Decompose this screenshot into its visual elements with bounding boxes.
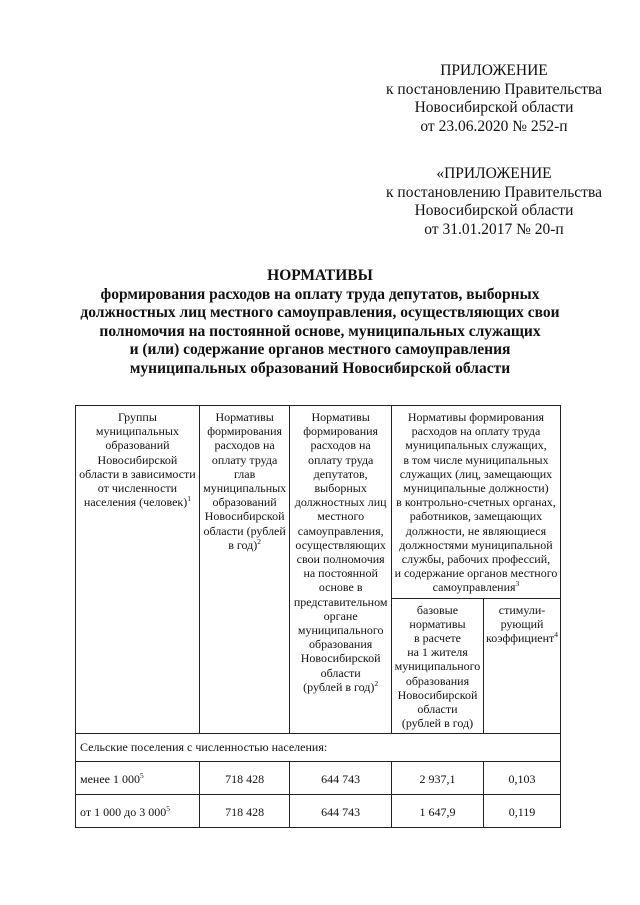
footnote-marker: 2 — [257, 536, 262, 546]
header-line: осуществляющих — [295, 537, 386, 552]
header-line: области (рублей — [203, 523, 286, 538]
header-line: населения (человек)$^1$ — [83, 494, 191, 510]
header-line: рующий — [500, 616, 544, 631]
header-incentive-coefficient — [484, 598, 561, 734]
header-line: в том числе муниципальных — [403, 452, 549, 467]
appendix-date: от 23.06.2020 № 252-п — [420, 117, 568, 135]
appendix-line: к постановлению Правительства — [386, 183, 602, 201]
header-line: формирования — [207, 424, 283, 439]
header-line: образования — [309, 637, 373, 652]
cell-deputies-norm: 644 743 — [290, 761, 392, 794]
header-line: глав — [233, 466, 256, 481]
footnote-marker: 1 — [187, 494, 191, 504]
header-line: (рублей в год) — [401, 716, 474, 731]
header-line: муниципальных — [95, 424, 179, 439]
header-line: стимули- — [498, 602, 546, 617]
header-line: свои полномочия — [296, 552, 385, 567]
header-line: нормативы — [409, 616, 466, 631]
header-line: служащих (лиц, замещающих — [399, 466, 553, 481]
header-line: расходов на — [310, 438, 371, 453]
header-line: должностных лиц — [294, 495, 387, 510]
cell-coefficient: 0,103 — [484, 761, 561, 794]
header-line: Новосибирской — [397, 687, 478, 702]
footnote-marker: 3 — [515, 579, 520, 589]
header-line: расходов на оплату труда — [411, 424, 541, 439]
header-base-norms — [391, 598, 483, 734]
header-line: от численности — [97, 481, 178, 496]
header-line: муниципальных служащих, — [405, 438, 547, 453]
header-line: органе — [323, 608, 358, 623]
header-line: Новосибирской — [300, 651, 381, 666]
footnote-marker: 4 — [554, 630, 558, 640]
cell-heads-norm: 718 428 — [199, 794, 290, 827]
appendix-line: Новосибирской области — [414, 202, 574, 219]
row-population-group: от 1 000 до 3 $000^5$ — [76, 794, 200, 827]
header-line: образований — [212, 495, 277, 510]
appendix-line: Новосибирской области — [414, 99, 574, 116]
header-line: депутатов, — [313, 466, 368, 481]
header-line: самоуправления$^3$ — [432, 579, 520, 595]
title-line: должностных лиц местного самоуправления, осуществляющих свои — [80, 304, 560, 321]
header-line: Новосибирской — [204, 509, 285, 524]
header-line: Нормативы формирования — [407, 410, 545, 424]
cell-base-norm: 1 647,9 — [391, 794, 483, 827]
header-line: муниципальных — [203, 481, 287, 496]
header-line: муниципального — [394, 659, 481, 674]
cell-base-norm: 2 937,1 — [391, 761, 483, 794]
header-line: в расчете — [413, 631, 461, 646]
header-line: в год)$^2$ — [228, 536, 262, 552]
header-line: выборных — [314, 481, 367, 496]
cell-coefficient: 0,119 — [484, 794, 561, 827]
header-population-group — [76, 406, 200, 734]
cell-deputies-norm: 644 743 — [290, 794, 392, 827]
title-line: полномочия на постоянной основе, муниципальных служащих — [99, 322, 541, 340]
header-line: расходов на — [214, 438, 275, 453]
cell-heads-norm: 718 428 — [199, 761, 290, 794]
header-municipal-staff-norms — [391, 406, 560, 599]
header-line: Нормативы — [215, 410, 274, 424]
header-line: службы, рабочих профессий, — [401, 552, 551, 567]
header-line: на 1 жителя — [407, 645, 468, 660]
table-row — [76, 794, 561, 827]
appendix-date: от 31.01.2017 № 20-п — [424, 220, 564, 238]
header-line: области — [417, 702, 458, 717]
header-line: базовые — [416, 602, 459, 617]
title-heading: НОРМАТИВЫ — [267, 267, 373, 284]
header-deputies-norms — [290, 406, 392, 734]
header-line: формирования — [303, 424, 379, 439]
header-line: образований — [105, 438, 170, 453]
header-line: оплату труда — [211, 452, 278, 467]
appendix-title: «ПРИЛОЖЕНИЕ — [436, 165, 552, 182]
header-line: муниципального — [297, 623, 384, 638]
section-rural-settlements: Сельские поселения с численностью населения: — [76, 734, 561, 761]
appendix-previous — [384, 165, 604, 239]
header-line: должностями муниципальной — [399, 537, 553, 552]
title-line: муниципальных образований Новосибирской области — [129, 359, 511, 377]
header-line: Новосибирской — [97, 452, 178, 467]
header-line: местного — [317, 509, 365, 524]
header-line: представительном — [293, 594, 388, 609]
row-population-group: менее 1 $000^5$ — [76, 761, 200, 794]
header-line: образования — [405, 673, 470, 688]
header-line: области в зависимости — [79, 466, 196, 481]
header-line: муниципальные должности) — [403, 481, 549, 496]
document-title — [60, 267, 580, 378]
title-line: формирования расходов на оплату труда депутатов, выборных — [100, 285, 540, 303]
header-line: Группы — [117, 410, 157, 424]
header-line: в контрольно-счетных органах, — [396, 495, 556, 510]
title-line: и (или) содержание органов местного самоуправления — [129, 341, 511, 358]
appendix-line: к постановлению Правительства — [386, 80, 602, 98]
header-line: на постоянной — [303, 566, 378, 581]
header-line: должности, не являющиеся — [405, 523, 547, 538]
footnote-marker: 2 — [374, 678, 379, 688]
header-line: самоуправления, — [297, 523, 384, 538]
header-line: оплату труда — [307, 452, 374, 467]
header-line: основе в — [318, 580, 363, 595]
header-line: области — [320, 665, 361, 680]
appendix-title: ПРИЛОЖЕНИЕ — [440, 62, 548, 79]
header-line: (рублей в год)$^2$ — [303, 678, 379, 694]
norms-table — [75, 405, 561, 828]
appendix-current — [384, 62, 604, 136]
header-line: Нормативы — [311, 410, 370, 424]
header-line: коэффициент$^4$ — [486, 630, 558, 646]
header-heads-norms — [199, 406, 290, 734]
header-line: и содержание органов местного — [394, 566, 558, 581]
header-line: работников, замещающих — [409, 509, 543, 524]
table-row — [76, 761, 561, 794]
